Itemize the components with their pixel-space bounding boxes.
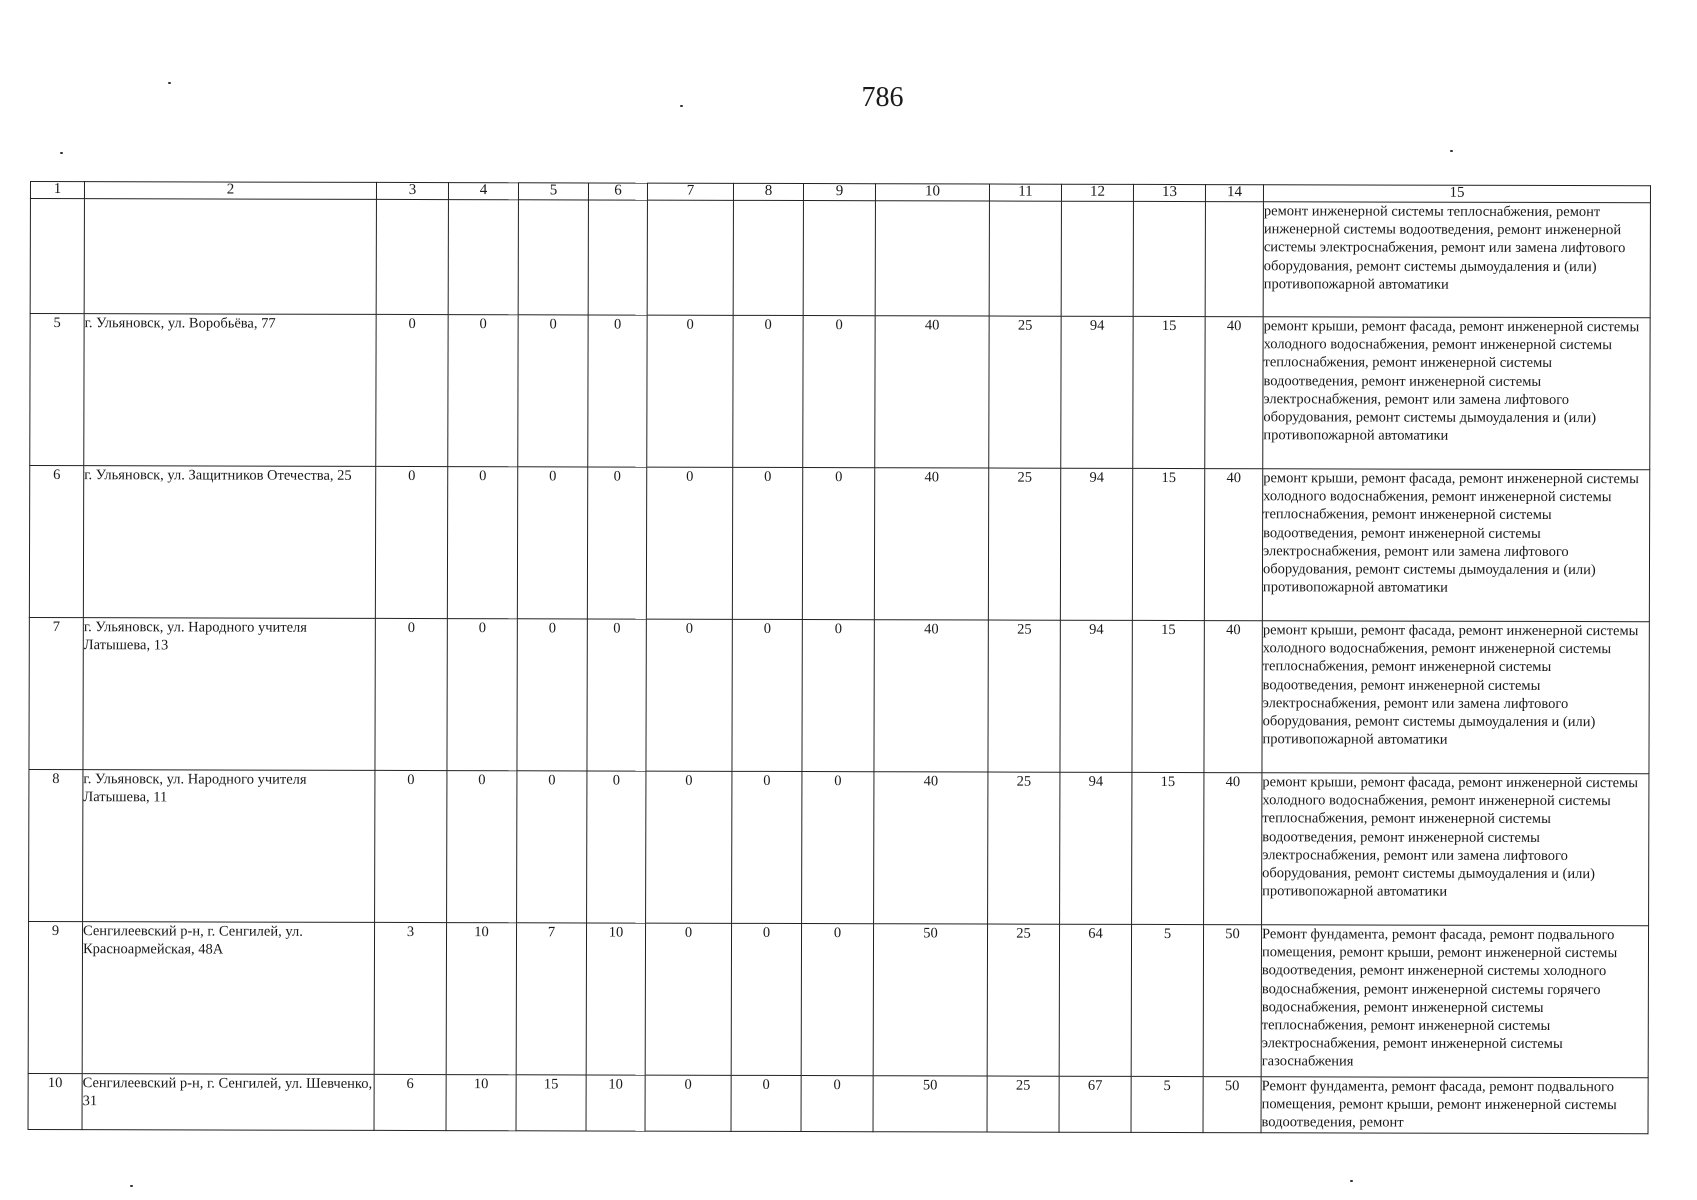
value-cell: 0 (803, 316, 875, 468)
value-cell: 0 (646, 771, 732, 923)
scan-speck (60, 152, 63, 154)
column-header: 14 (1205, 185, 1263, 202)
value-cell: 0 (733, 315, 803, 467)
value-cell: 0 (647, 315, 733, 467)
column-header: 4 (448, 183, 518, 200)
address-cell: Сенгилеевский р-н, г. Сенгилей, ул. Красноармейская, 48А (82, 922, 374, 1075)
value-cell (588, 200, 647, 315)
repair-works-cell: ремонт крыши, ремонт фасада, ремонт инженерной системы холодного водоснабжения, ремонт инженерной системы теплоснабжения, ремонт инженерной системы водоотведения, ремонт инженерной системы электроснабжения, ремонт или замена лифтового оборудования, ремонт системы дымоудаления и (или) противопожарной автоматики (1263, 317, 1650, 470)
address-cell: г. Ульяновск, ул. Народного учителя Латышева, 11 (83, 770, 375, 923)
table-row (28, 1073, 1648, 1133)
value-cell: 0 (646, 619, 732, 771)
value-cell (518, 200, 588, 315)
value-cell: 0 (802, 772, 874, 924)
value-cell: 25 (988, 772, 1060, 924)
value-cell: 0 (587, 619, 646, 771)
value-cell: 94 (1061, 316, 1133, 468)
value-cell: 50 (1203, 925, 1261, 1077)
value-cell: 5 (1131, 924, 1203, 1076)
value-cell: 0 (731, 923, 801, 1075)
value-cell: 94 (1060, 468, 1132, 620)
value-cell: 10 (586, 923, 645, 1075)
row-number: 7 (29, 617, 83, 769)
value-cell: 0 (517, 619, 587, 771)
repair-works-cell: ремонт крыши, ремонт фасада, ремонт инженерной системы холодного водоснабжения, ремонт инженерной системы теплоснабжения, ремонт инженерной системы водоотведения, ремонт инженерной системы электроснабжения, ремонт или замена лифтового оборудования, ремонт системы дымоудаления и (или) противопожарной автоматики (1262, 773, 1649, 926)
value-cell: 10 (446, 1075, 516, 1131)
value-cell: 15 (1133, 316, 1205, 468)
value-cell: 0 (447, 619, 517, 771)
scan-speck (680, 105, 683, 107)
row-number: 5 (30, 314, 84, 466)
table-row (29, 617, 1649, 773)
table-row (30, 314, 1650, 470)
column-header: 9 (803, 184, 875, 201)
value-cell: 10 (446, 923, 516, 1075)
value-cell: 94 (1060, 772, 1132, 924)
value-cell: 0 (645, 923, 731, 1075)
row-number: 10 (28, 1073, 82, 1129)
value-cell: 0 (801, 1076, 873, 1132)
value-cell: 25 (988, 620, 1060, 772)
value-cell: 40 (1205, 317, 1263, 469)
value-cell: 94 (1060, 620, 1132, 772)
value-cell: 7 (516, 923, 586, 1075)
value-cell: 25 (987, 1076, 1059, 1132)
value-cell: 15 (516, 1075, 586, 1131)
value-cell: 40 (1204, 621, 1262, 773)
column-header: 10 (875, 184, 989, 201)
value-cell: 0 (588, 315, 647, 467)
value-cell: 0 (646, 467, 732, 619)
address-cell: Сенгилеевский р-н, г. Сенгилей, ул. Шевченко, 31 (82, 1074, 374, 1130)
scan-speck (130, 1185, 133, 1187)
value-cell: 0 (375, 770, 447, 922)
value-cell: 0 (732, 771, 802, 923)
value-cell: 0 (375, 466, 447, 618)
value-cell: 0 (376, 314, 448, 466)
value-cell: 50 (1203, 1077, 1261, 1133)
column-header: 6 (588, 183, 647, 200)
column-header: 1 (30, 182, 84, 199)
value-cell: 0 (802, 468, 874, 620)
value-cell: 6 (374, 1074, 446, 1130)
value-cell: 40 (874, 620, 988, 772)
value-cell: 3 (374, 922, 446, 1074)
value-cell: 50 (873, 924, 987, 1076)
repair-works-cell: ремонт крыши, ремонт фасада, ремонт инженерной системы холодного водоснабжения, ремонт инженерной системы теплоснабжения, ремонт инженерной системы водоотведения, ремонт инженерной системы электроснабжения, ремонт или замена лифтового оборудования, ремонт системы дымоудаления и (или) противопожарной автоматики (1262, 469, 1649, 622)
column-header: 12 (1061, 184, 1133, 201)
value-cell: 0 (802, 620, 874, 772)
repair-works-cell: Ремонт фундамента, ремонт фасада, ремонт подвального помещения, ремонт крыши, ремонт инженерной системы водоотведения, ремонт инженерной системы холодного водоснабжения, ремонт инженерной системы горячего водоснабжения, ремонт инженерной системы теплоснабжения, ремонт инженерной системы электроснабжения, ремонт инженерной системы газоснабжения (1261, 925, 1648, 1078)
value-cell: 5 (1131, 1076, 1203, 1132)
repair-works-cell: ремонт крыши, ремонт фасада, ремонт инженерной системы холодного водоснабжения, ремонт инженерной системы теплоснабжения, ремонт инженерной системы водоотведения, ремонт инженерной системы электроснабжения, ремонт или замена лифтового оборудования, ремонт системы дымоудаления и (или) противопожарной автоматики (1262, 621, 1649, 774)
repair-works-cell: Ремонт фундамента, ремонт фасада, ремонт подвального помещения, ремонт крыши, ремонт инженерной системы водоотведения, ремонт (1261, 1077, 1648, 1134)
value-cell: 40 (1204, 773, 1262, 925)
value-cell: 10 (586, 1075, 645, 1131)
value-cell: 15 (1132, 772, 1204, 924)
value-cell: 0 (518, 315, 588, 467)
value-cell: 50 (873, 1076, 987, 1132)
column-header: 5 (518, 183, 588, 200)
row-number: 6 (29, 466, 83, 618)
column-header: 13 (1133, 184, 1205, 201)
value-cell: 40 (874, 772, 988, 924)
column-header: 8 (733, 183, 803, 200)
value-cell: 25 (989, 316, 1061, 468)
value-cell (733, 200, 803, 315)
value-cell (989, 201, 1061, 316)
column-header: 2 (84, 182, 376, 200)
value-cell: 0 (732, 467, 802, 619)
column-header: 3 (376, 182, 448, 199)
column-header: 15 (1263, 185, 1650, 203)
value-cell: 0 (447, 771, 517, 923)
value-cell (376, 199, 448, 314)
scan-speck (1350, 1180, 1353, 1182)
table-row (29, 769, 1649, 925)
value-cell: 0 (587, 771, 646, 923)
row-number: 8 (29, 769, 83, 921)
value-cell: 15 (1132, 620, 1204, 772)
value-cell (875, 201, 989, 316)
value-cell: 0 (375, 618, 447, 770)
address-cell (84, 199, 376, 315)
value-cell: 40 (874, 468, 988, 620)
value-cell: 64 (1059, 924, 1131, 1076)
address-cell: г. Ульяновск, ул. Народного учителя Латышева, 13 (83, 618, 375, 771)
value-cell: 0 (517, 771, 587, 923)
address-cell: г. Ульяновск, ул. Воробьёва, 77 (84, 314, 376, 467)
value-cell: 0 (645, 1075, 731, 1131)
column-header: 11 (989, 184, 1061, 201)
row-number (30, 199, 84, 314)
value-cell: 67 (1059, 1076, 1131, 1132)
page-number: 786 (861, 82, 904, 113)
value-cell (1133, 201, 1205, 316)
value-cell: 0 (587, 467, 646, 619)
value-cell (448, 200, 518, 315)
value-cell: 40 (1204, 469, 1262, 621)
table-body (28, 199, 1650, 1134)
value-cell: 0 (801, 924, 873, 1076)
value-cell (647, 200, 733, 315)
value-cell (1205, 202, 1263, 317)
value-cell: 25 (988, 468, 1060, 620)
repair-works-cell: ремонт инженерной системы теплоснабжения, ремонт инженерной системы водоотведения, ремонт инженерной системы электроснабжения, ремонт или замена лифтового оборудования, ремонт системы дымоудаления и (или) противопожарной автоматики (1263, 202, 1650, 318)
value-cell: 0 (732, 619, 802, 771)
repair-schedule-table (28, 181, 1651, 1134)
address-cell: г. Ульяновск, ул. Защитников Отечества, 25 (83, 466, 375, 619)
value-cell: 25 (987, 924, 1059, 1076)
table-row (30, 199, 1650, 318)
scan-speck (1450, 150, 1453, 152)
row-number: 9 (28, 921, 82, 1073)
value-cell: 0 (731, 1075, 801, 1131)
column-header: 7 (647, 183, 733, 200)
table-row (29, 466, 1649, 622)
value-cell: 0 (517, 467, 587, 619)
scan-speck (168, 82, 171, 84)
value-cell (803, 201, 875, 316)
value-cell: 0 (447, 467, 517, 619)
table-row (28, 921, 1648, 1077)
value-cell: 15 (1132, 468, 1204, 620)
value-cell: 40 (875, 316, 989, 468)
value-cell: 0 (448, 315, 518, 467)
value-cell (1061, 201, 1133, 316)
